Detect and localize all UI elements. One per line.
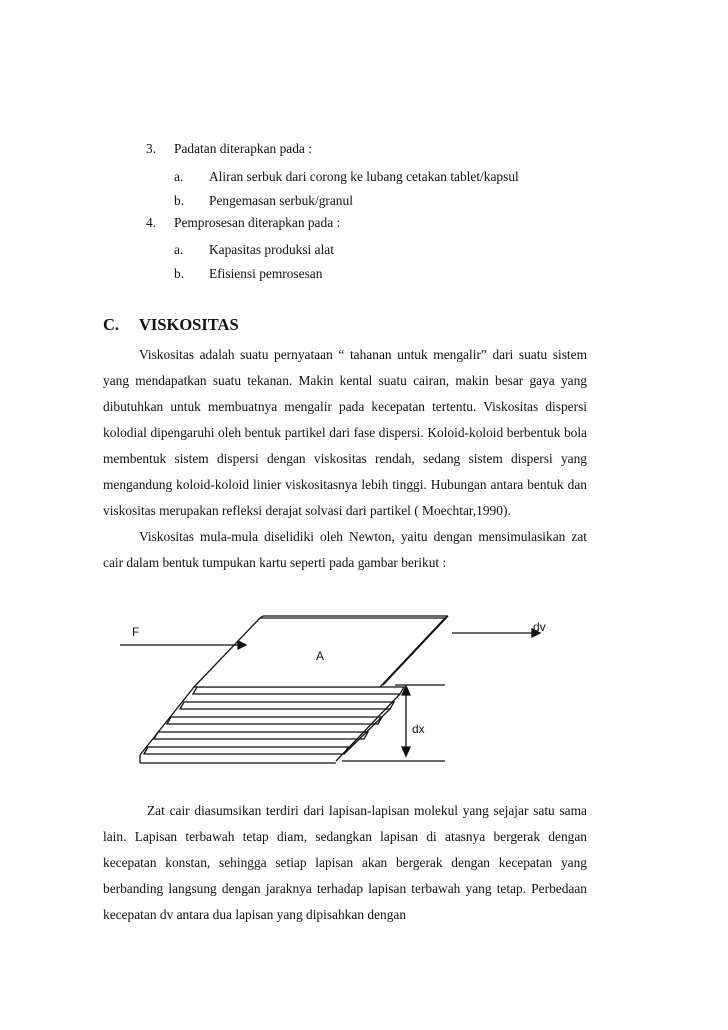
paragraph: Zat cair diasumsikan terdiri dari lapisan-lapisan molekul yang sejajar satu sama lain. Lapisan terbawah tetap diam, sedangkan lapisan di atasnya bergerak dengan kecepatan konstan, sehingga setiap lapisan akan bergerak dengan kecepatan yang berbanding langsung dengan jaraknya terhadap lapisan terbawah yang tetap. Perbedaan kecepatan dv antara dua lapisan yang dipisahkan dengan — [103, 803, 587, 922]
sublist-text: Efisiensi pemrosesan — [209, 266, 323, 281]
list-number: 3. — [146, 141, 157, 156]
sublist-text: Kapasitas produksi alat — [209, 242, 334, 257]
paragraph: Viskositas adalah suatu pernyataan “ tahanan untuk mengalir” dari suatu sistem yang mendapatkan suatu tekanan. Makin kental suatu cairan, makin besar gaya yang dibutuhkan untuk membuatnya mengalir pada kecepatan tertentu. Viskositas dispersi kolodial dipengaruhi oleh bentuk partikel dari fase dispersi. Koloid-koloid berbentuk bola membentuk sistem dispersi dengan viskositas rendah, sedang sistem dispersi yang mengandung koloid-koloid linier viskositasnya lebih tinggi. Hubungan antara bentuk dan viskositas merupakan refleksi derajat solvasi dari partikel ( Moechtar,1990). — [103, 347, 587, 518]
paragraph: Viskositas mula-mula diselidiki oleh Newton, yaitu dengan mensimulasikan zat cair dalam bentuk tumpukan kartu seperti pada gambar berikut : — [103, 529, 587, 570]
force-arrow — [120, 641, 246, 649]
list-text: Padatan diterapkan pada : — [174, 141, 312, 156]
distance-marker — [402, 686, 410, 756]
label-dx: dx — [412, 722, 425, 736]
sublist-letter: b. — [174, 193, 185, 208]
sublist-letter: a. — [174, 242, 184, 257]
body-text — [103, 342, 587, 576]
sublist-letter: a. — [174, 169, 184, 184]
card-layer — [154, 732, 368, 739]
card-layer — [144, 747, 348, 754]
label-dv: dv — [533, 620, 546, 634]
sublist-letter: b. — [174, 266, 185, 281]
sublist-text: Pengemasan serbuk/granul — [209, 193, 353, 208]
card-layer — [180, 702, 394, 709]
sublist-text: Aliran serbuk dari corong ke lubang cetakan tablet/kapsul — [209, 169, 519, 184]
card-layer — [167, 717, 382, 724]
label-f: F — [132, 625, 140, 639]
velocity-arrow — [452, 629, 540, 637]
list-number: 4. — [146, 215, 157, 230]
newton-viscosity-figure — [110, 605, 570, 780]
card-layer — [193, 687, 404, 694]
section-letter: C. — [103, 315, 120, 334]
body-text-after-figure — [103, 798, 587, 928]
label-a: A — [316, 649, 325, 663]
list-text: Pemprosesan diterapkan pada : — [174, 215, 341, 230]
section-title: VISKOSITAS — [139, 315, 239, 334]
